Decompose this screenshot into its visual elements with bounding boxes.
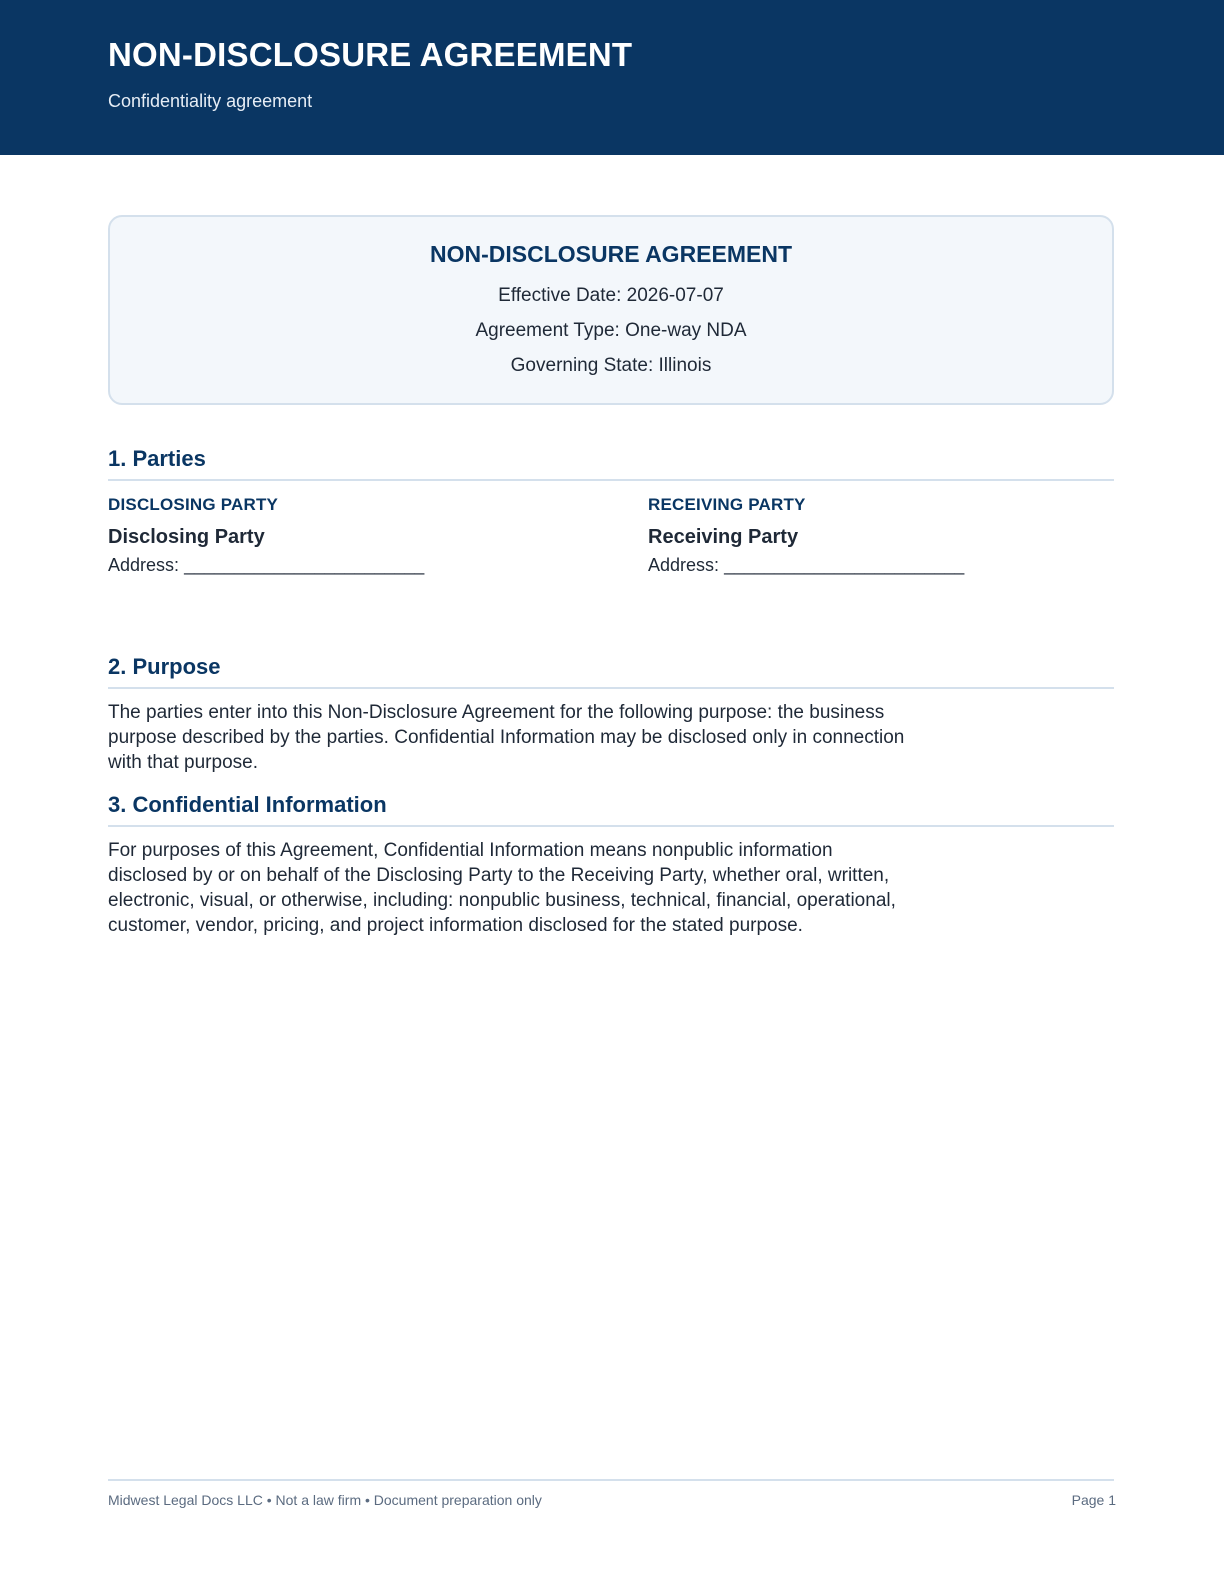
receiving-party-address	[648, 553, 1088, 577]
disclosing-party-block	[108, 493, 548, 577]
disclosing-party-address	[108, 553, 548, 577]
governing-state-value: Illinois	[658, 355, 712, 376]
confidential-information-paragraph: For purposes of this Agreement, Confidential Information means nonpublic information disclosed by or on behalf of the Disclosing Party to the Receiving Party, whether oral, written, electronic, visual, or otherwise, including: nonpublic business, technical, financial, operational, customer, vendor, pricing, and project information disclosed for the stated purpose.	[108, 840, 896, 936]
footer-page-number: Page 1	[1071, 1492, 1116, 1508]
disclosing-address-blank: ________________________	[184, 555, 425, 575]
agreement-type-label: Agreement Type :	[475, 320, 625, 341]
receiving-party-block	[648, 493, 1088, 577]
document-header	[0, 0, 1224, 155]
effective-date-line	[110, 285, 1112, 307]
purpose-paragraph: The parties enter into this Non-Disclosure Agreement for the following purpose: the business purpose described by the parties. Confidential Information may be disclosed only in connection with that purpose.	[108, 702, 905, 773]
disclosing-party-name: Disclosing Party	[108, 526, 265, 548]
agreement-type-value: One-way NDA	[625, 320, 747, 341]
receiving-address-blank: ________________________	[724, 555, 965, 575]
section-heading-confidential-information: 3. Confidential Information	[108, 792, 1114, 827]
section-heading-purpose: 2. Purpose	[108, 654, 1114, 689]
disclosing-party-role: DISCLOSING PARTY	[108, 495, 279, 514]
agreement-type-line	[110, 320, 1112, 342]
governing-state-label: Governing State :	[511, 355, 659, 376]
disclosing-address-label: Address :	[108, 555, 184, 575]
footer-company-note: Midwest Legal Docs LLC • Not a law firm • Document preparation only	[108, 1492, 542, 1508]
receiving-party-name: Receiving Party	[648, 526, 799, 548]
document-subtitle: Confidentiality agreement	[108, 91, 313, 111]
receiving-address-label: Address :	[648, 555, 724, 575]
summary-title: NON-DISCLOSURE AGREEMENT	[429, 241, 793, 267]
section-heading-parties: 1. Parties	[108, 446, 1114, 481]
effective-date-label: Effective Date :	[498, 285, 627, 306]
effective-date-value: 2026-07-07	[626, 285, 724, 306]
receiving-party-role: RECEIVING PARTY	[648, 495, 806, 514]
governing-state-line	[110, 355, 1112, 377]
footer-divider	[108, 1479, 1114, 1481]
document-title: NON-DISCLOSURE AGREEMENT	[108, 36, 633, 73]
agreement-summary-box	[108, 215, 1114, 405]
